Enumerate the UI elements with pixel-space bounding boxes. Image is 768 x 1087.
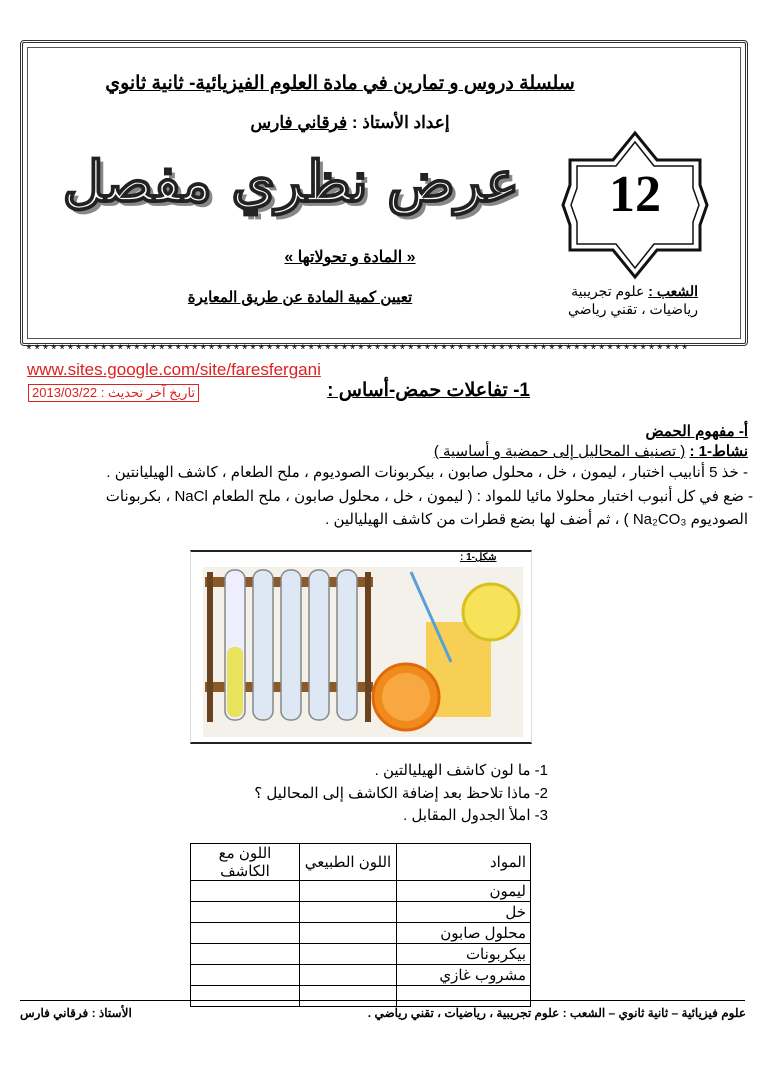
activity-heading [434, 442, 748, 461]
table-cell: ليمون [397, 881, 531, 902]
table-row [191, 881, 531, 902]
test-tubes-lemon-image [191, 552, 531, 740]
activity-label: نشاط-1 : [689, 443, 748, 460]
question: 2- ماذا تلاحظ بعد إضافة الكاشف إلى المحاليل ؟ [254, 785, 548, 802]
unit-title: « المادة و تحولاتها » [284, 249, 416, 266]
table-cell [191, 965, 300, 986]
branches-label: الشعب : [648, 283, 698, 299]
table-header: المواد [397, 844, 531, 881]
table-row [191, 923, 531, 944]
topic-title: تعيين كمية المادة عن طريق المعايرة [187, 289, 413, 306]
separator: ******************************************************************************** [25, 343, 690, 358]
question: 3- املأ الجدول المقابل . [403, 807, 548, 824]
author-label: إعداد الأستاذ : [351, 113, 450, 132]
table-row [191, 944, 531, 965]
footer-course: علوم فيزيائية – ثانية ثانوي – الشعب : علوم تجريبية ، رياضيات ، تقني رياضي . [367, 1006, 746, 1020]
lesson-number: 12 [609, 166, 661, 223]
section-title: 1- تفاعلات حمض-أساس : [327, 380, 530, 401]
table-cell [300, 986, 397, 1007]
author-name: فرقاني فارس [250, 113, 348, 132]
table-row [191, 902, 531, 923]
activity-title: ( تصنيف المحاليل إلى حمضية و أساسية ) [433, 443, 686, 460]
table-cell [191, 902, 300, 923]
table-cell: خل [397, 902, 531, 923]
table-cell [191, 986, 300, 1007]
last-update-badge: تاريخ آخر تحديث : 2013/03/22 [28, 384, 199, 402]
subsection-title: أ- مفهوم الحمض [645, 423, 748, 440]
table-cell [191, 881, 300, 902]
table-cell: مشروب غازي [397, 965, 531, 986]
series-title: سلسلة دروس و تمارين في مادة العلوم الفيزيائية- ثانية ثانوي [105, 73, 575, 94]
paragraph: - خذ 5 أنابيب اختبار ، ليمون ، خل ، محلول صابون ، بيكربونات الصوديوم ، ملح الطعام ، كاشف الهيليانتين . [106, 464, 748, 481]
table-cell [300, 881, 397, 902]
question: 1- ما لون كاشف الهيليالتين . [374, 762, 548, 779]
table-cell [191, 923, 300, 944]
footer-divider [20, 1000, 745, 1001]
table-cell [300, 965, 397, 986]
main-title: عرض نظري مفصل [62, 149, 520, 215]
paragraph: الصوديوم Na₂CO₃ ) ، ثم أضف لها بضع قطرات من كاشف الهيليالين . [325, 511, 748, 528]
table-cell [300, 944, 397, 965]
author-line [150, 112, 550, 134]
footer-author: الأستاذ : فرقاني فارس [20, 1006, 132, 1020]
table-header: اللون مع الكاشف [191, 844, 300, 881]
website-link[interactable]: www.sites.google.com/site/faresfergani [27, 360, 321, 379]
branches [568, 282, 698, 318]
table-cell [300, 902, 397, 923]
table-cell: بيكربونات [397, 944, 531, 965]
branches-line: رياضيات ، تقني رياضي [567, 301, 698, 317]
branches-line [568, 282, 698, 300]
table-cell [397, 986, 531, 1007]
table-cell: محلول صابون [397, 923, 531, 944]
table-header: اللون الطبيعي [300, 844, 397, 881]
table-row [191, 965, 531, 986]
figure-label: شكل-1 : [460, 552, 497, 563]
table-cell [300, 923, 397, 944]
table-row [191, 986, 531, 1007]
figure-1 [190, 550, 532, 744]
table-header-row [191, 844, 531, 881]
paragraph: - ضع في كل أنبوب اختبار محلولا مائيا للمواد : ( ليمون ، خل ، محلول صابون ، ملح الطعام NaCl ، بكربونات [105, 488, 753, 505]
branches-value: علوم تجريبية [571, 283, 645, 299]
table-cell [191, 944, 300, 965]
colors-table [190, 843, 531, 1007]
